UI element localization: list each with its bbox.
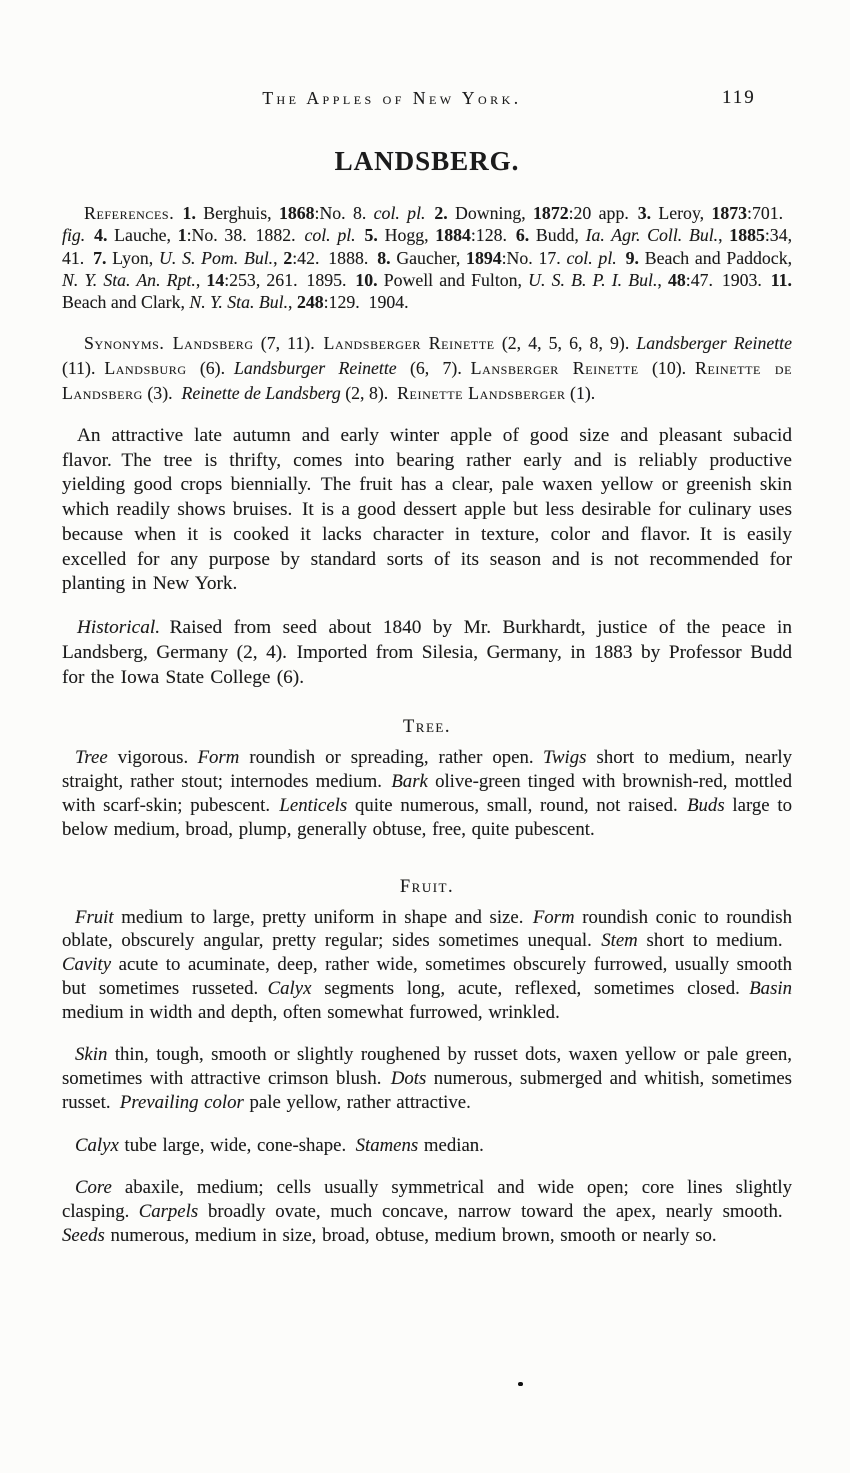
references-paragraph: References. 1. Berghuis, 1868:No. 8. col. pl. 2. Downing, 1872:20 app. 3. Leroy, 1873:701. fig. 4. Lauche, 1:No. 38. 1882. col. pl. 5. Hogg, 1884:128. 6. Budd, Ia. Agr. Coll. Bul., 1885:34, 41. 7. Lyon, U. S. Pom. Bul., 2:42. 1888. 8. Gaucher, 1894:No. 17. col. pl. 9. Beach and Paddock, N. Y. Sta. An. Rpt., 14:253, 261. 1895. 10. Powell and Fulton, U. S. B. P. I. Bul., 48:47. 1903. 11. Beach and Clark, N. Y. Sta. Bul., 248:129. 1904. (62, 203, 793, 313)
fruit-paragraph: Fruit medium to large, pretty uniform in shape and size. Form roundish conic to roundish oblate, obscurely angular, pretty regular; sides sometimes unequal. Stem short to medium. Cavity acute to acuminate, deep, rather wide, sometimes obscurely furrowed, usually smooth but sometimes russeted. Calyx segments long, acute, reflexed, sometimes closed. Basin medium in width and depth, often somewhat furrowed, wrinkled. (62, 906, 793, 1023)
text-column (62, 86, 792, 1248)
running-head (62, 86, 792, 110)
historical-paragraph: Historical. Raised from seed about 1840 by Mr. Burkhardt, justice of the peace in Landsberg, Germany (2, 4). Imported from Silesia, Germany, in 1883 by Professor Budd for the Iowa State College (6). (62, 617, 792, 688)
section-heading-fruit: Fruit. (399, 876, 455, 897)
page-number: 119 (722, 87, 756, 108)
variety-title: LANDSBERG. (334, 146, 520, 176)
calyx-tube-paragraph: Calyx tube large, wide, cone-shape. Stamens median. (75, 1134, 484, 1156)
core-paragraph: Core abaxile, medium; cells usually symmetrical and wide open; core lines slightly clasping. Carpels broadly ovate, much concave, narrow toward the apex, nearly smooth. Seeds numerous, medium in size, broad, obtuse, medium brown, smooth or nearly so. (62, 1177, 792, 1246)
description-paragraph: An attractive late autumn and early winter apple of good size and pleasant subacid flavor. The tree is thrifty, comes into bearing rather early and is reliably productive yielding good crops biennially. The fruit has a clear, pale waxen yellow or greenish skin which readily shows bruises. It is a good dessert apple but less desirable for culinary uses because when it is cooked it lacks character in texture, color and flavor. It is easily excelled for any purpose by standard sorts of its season and is not recommended for planting in New York. (62, 425, 792, 595)
running-title: The Apples of New York. (262, 88, 522, 108)
section-heading-tree: Tree. (403, 717, 451, 738)
synonyms-paragraph: Synonyms. Landsberg (7, 11). Landsberger Reinette (2, 4, 5, 6, 8, 9). Landsberger Reinette (11). Landsburg (6). Landsburger Reinette (6, 7). Lansberger Reinette (10). Reinette de Landsberg (3). Reinette de Landsberg (2, 8). Reinette Landsberger (1). (62, 333, 793, 404)
tree-paragraph: Tree vigorous. Form roundish or spreading, rather open. Twigs short to medium, nearly straight, rather stout; internodes medium. Bark olive-green tinged with brownish-red, mottled with scarf-skin; pubescent. Lenticels quite numerous, small, round, not raised. Buds large to below medium, broad, plump, generally obtuse, free, quite pubescent. (62, 747, 793, 840)
skin-paragraph: Skin thin, tough, smooth or slightly roughened by russet dots, waxen yellow or pale green, sometimes with attractive crimson blush. Dots numerous, submerged and whitish, sometimes russet. Prevailing color pale yellow, rather attractive. (62, 1044, 792, 1113)
ink-mark-icon (518, 1382, 523, 1386)
